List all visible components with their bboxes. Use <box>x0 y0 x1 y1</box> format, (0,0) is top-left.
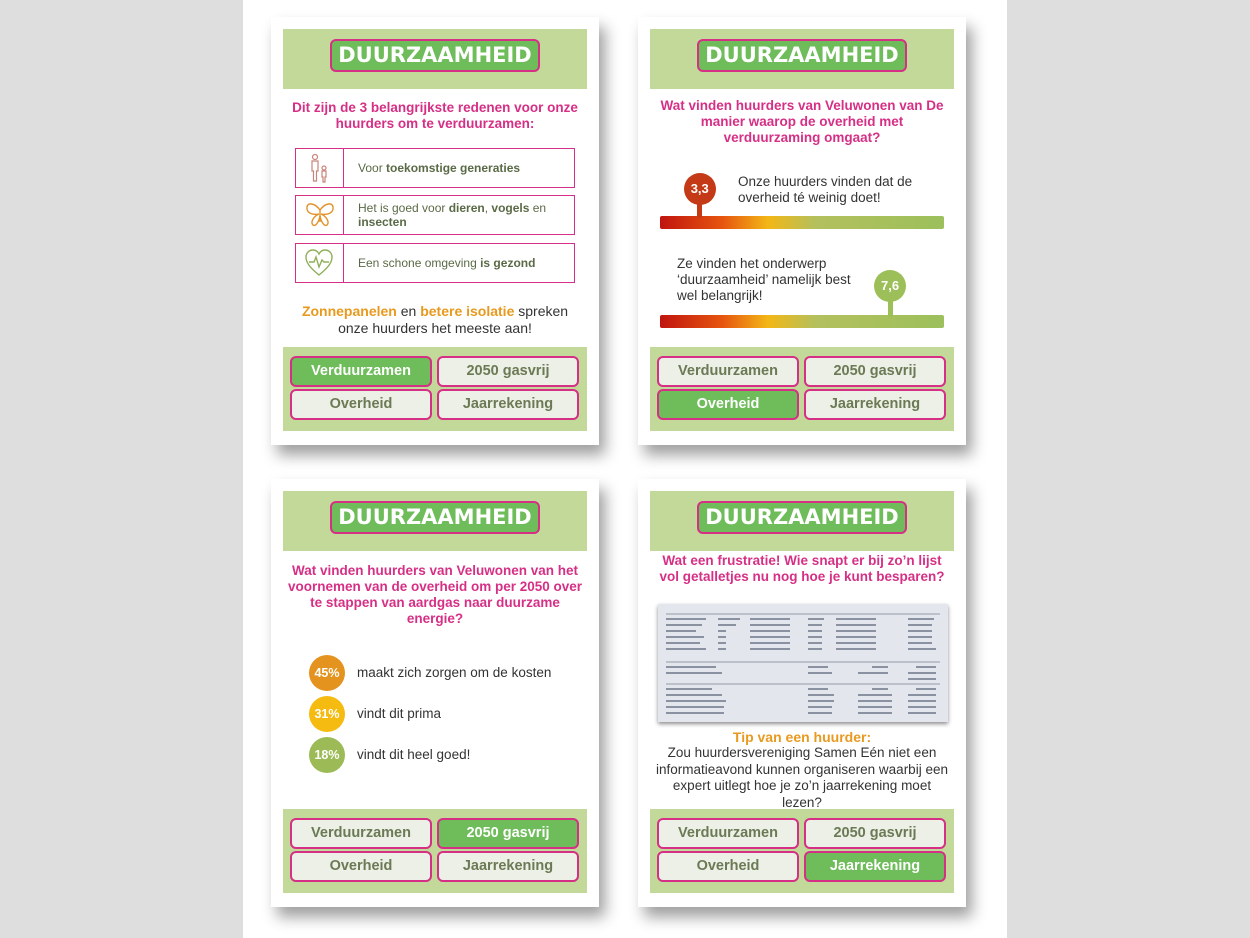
jaarrekening-button[interactable]: Jaarrekening <box>804 389 946 420</box>
score2-scale <box>660 315 944 328</box>
tip-title: Tip van een huurder: <box>732 729 872 745</box>
nav-panel <box>283 809 587 893</box>
score1-scale <box>660 216 944 229</box>
overheid-button[interactable]: Overheid <box>657 389 799 420</box>
verduurzamen-button[interactable]: Verduurzamen <box>657 818 799 849</box>
stat-label: vindt dit heel goed! <box>357 747 471 762</box>
jaarrekening-button[interactable]: Jaarrekening <box>437 851 579 882</box>
nav-panel <box>650 809 954 893</box>
overheid-button[interactable]: Overheid <box>290 851 432 882</box>
card-reasons <box>271 17 599 445</box>
card-title: DUURZAAMHEID <box>330 39 540 72</box>
gasvrij-button[interactable]: 2050 gasvrij <box>804 818 946 849</box>
score2-description: Ze vinden het onderwerp ‘duurzaamheid’ namelijk best wel belangrijk! <box>677 256 851 303</box>
gasvrij-button[interactable]: 2050 gasvrij <box>437 818 579 849</box>
reason-text: Voor toekomstige generaties <box>358 161 521 175</box>
card-question: Wat vinden huurders van Veluwonen van het voornemen van de overheid om per 2050 over te stappen van aardgas naar duurzame energie? <box>287 563 583 626</box>
overheid-button[interactable]: Overheid <box>657 851 799 882</box>
reason-text: Het is goed voor dieren, vogels en insecten <box>358 201 547 229</box>
card-gasvrij <box>271 479 599 907</box>
card-title: DUURZAAMHEID <box>697 501 907 534</box>
card-question: Dit zijn de 3 belangrijkste redenen voor onze huurders om te verduurzamen: <box>292 100 578 131</box>
reason-item <box>295 195 575 235</box>
verduurzamen-button[interactable]: Verduurzamen <box>657 356 799 387</box>
gasvrij-button[interactable]: 2050 gasvrij <box>804 356 946 387</box>
reason-item <box>295 243 575 283</box>
energy-bill-photo <box>658 604 948 722</box>
heart-icon <box>296 244 344 282</box>
reason-item <box>295 148 575 188</box>
card-header <box>650 29 954 89</box>
jaarrekening-button[interactable]: Jaarrekening <box>437 389 579 420</box>
card-jaarrekening <box>638 479 966 907</box>
score1-description: Onze huurders vinden dat de overheid té weinig doet! <box>738 174 913 205</box>
verduurzamen-button[interactable]: Verduurzamen <box>290 818 432 849</box>
score1-marker: 3,3 <box>684 173 716 205</box>
nav-panel <box>283 347 587 431</box>
family-icon <box>296 149 344 187</box>
card-header <box>283 29 587 89</box>
conclusion-text: Zonnepanelen en betere isolatie spreken onze huurders het meeste aan! <box>301 303 569 336</box>
nav-panel <box>650 347 954 431</box>
butterfly-icon <box>296 196 344 234</box>
stat-percentage: 31% <box>309 696 345 732</box>
card-title: DUURZAAMHEID <box>697 39 907 72</box>
stat-label: vindt dit prima <box>357 706 442 721</box>
card-header <box>283 491 587 551</box>
card-government <box>638 17 966 445</box>
overheid-button[interactable]: Overheid <box>290 389 432 420</box>
stat-label: maakt zich zorgen om de kosten <box>357 665 552 680</box>
card-header <box>650 491 954 551</box>
score2-marker: 7,6 <box>874 270 906 302</box>
card-question: Wat vinden huurders van Veluwonen van De manier waarop de overheid met verduurzaming omgaat? <box>660 98 944 145</box>
tip-text: Zou huurdersvereniging Samen Eén niet een informatieavond kunnen organiseren waarbij een expert uitlegt hoe je zo’n jaarrekening moet lezen? <box>656 745 948 810</box>
card-title: DUURZAAMHEID <box>330 501 540 534</box>
stat-percentage: 45% <box>309 655 345 691</box>
reason-text: Een schone omgeving is gezond <box>358 256 536 270</box>
card-question: Wat een frustratie! Wie snapt er bij zo’n lijst vol getalletjes nu nog hoe je kunt besparen? <box>659 553 945 584</box>
verduurzamen-button[interactable]: Verduurzamen <box>290 356 432 387</box>
stat-percentage: 18% <box>309 737 345 773</box>
jaarrekening-button[interactable]: Jaarrekening <box>804 851 946 882</box>
gasvrij-button[interactable]: 2050 gasvrij <box>437 356 579 387</box>
page <box>243 0 1007 938</box>
